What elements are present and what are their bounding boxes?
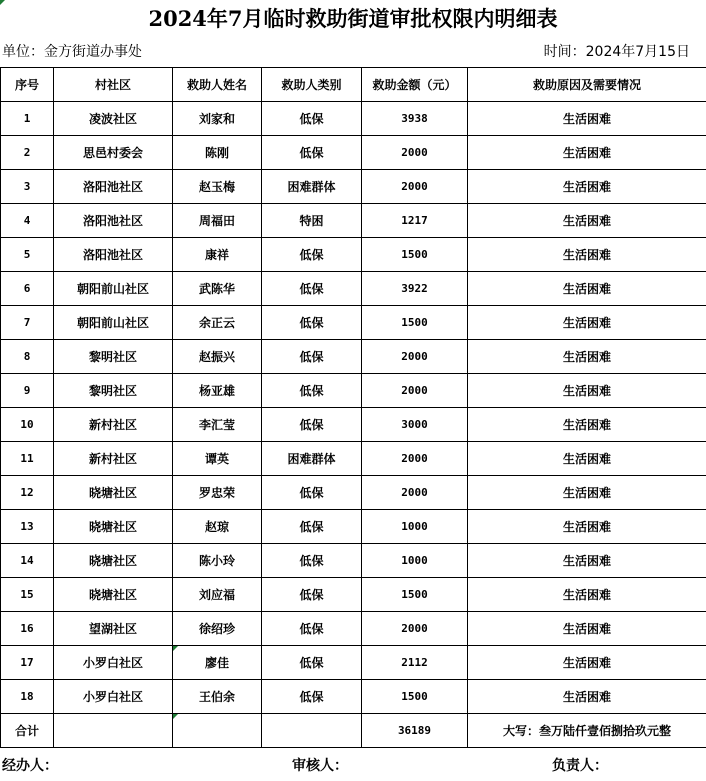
row-community: 朝阳前山社区 xyxy=(54,272,173,306)
row-category: 低保 xyxy=(262,578,362,612)
row-reason: 生活困难 xyxy=(468,306,706,340)
row-amount: 2000 xyxy=(362,476,468,510)
row-name: 周福田 xyxy=(173,204,262,238)
row-reason: 生活困难 xyxy=(468,238,706,272)
page-title: 2024年7月临时救助街道审批权限内明细表 xyxy=(148,6,558,31)
row-reason: 生活困难 xyxy=(468,204,706,238)
row-name: 杨亚雄 xyxy=(173,374,262,408)
row-name: 谭英 xyxy=(173,442,262,476)
row-index: 10 xyxy=(1,408,54,442)
row-category: 低保 xyxy=(262,544,362,578)
row-name: 王伯余 xyxy=(173,680,262,714)
row-amount: 1217 xyxy=(362,204,468,238)
row-name: 赵振兴 xyxy=(173,340,262,374)
header-amount: 救助金额（元） xyxy=(362,68,468,102)
row-category: 低保 xyxy=(262,374,362,408)
row-index: 9 xyxy=(1,374,54,408)
header-name: 救助人姓名 xyxy=(173,68,262,102)
total-label: 合计 xyxy=(1,714,54,748)
row-reason: 生活困难 xyxy=(468,374,706,408)
row-index: 6 xyxy=(1,272,54,306)
table-row xyxy=(1,238,706,272)
header-category: 救助人类别 xyxy=(262,68,362,102)
total-amount-upper: 大写：叁万陆仟壹佰捌拾玖元整 xyxy=(468,714,706,748)
table-row xyxy=(1,170,706,204)
row-index: 2 xyxy=(1,136,54,170)
row-category: 低保 xyxy=(262,408,362,442)
table-row xyxy=(1,646,706,680)
row-name: 李汇莹 xyxy=(173,408,262,442)
row-amount: 1500 xyxy=(362,306,468,340)
row-reason: 生活困难 xyxy=(468,544,706,578)
row-name: 陈小玲 xyxy=(173,544,262,578)
table-row xyxy=(1,204,706,238)
row-name: 徐绍珍 xyxy=(173,612,262,646)
total-empty-cell xyxy=(173,714,262,748)
row-category: 低保 xyxy=(262,612,362,646)
row-index: 1 xyxy=(1,102,54,136)
row-name: 康祥 xyxy=(173,238,262,272)
row-category: 低保 xyxy=(262,102,362,136)
total-row xyxy=(1,714,706,748)
table-row xyxy=(1,578,706,612)
row-reason: 生活困难 xyxy=(468,646,706,680)
table-row xyxy=(1,136,706,170)
row-reason: 生活困难 xyxy=(468,102,706,136)
cell-marker xyxy=(173,646,178,651)
row-community: 晓塘社区 xyxy=(54,578,173,612)
table-row xyxy=(1,544,706,578)
row-reason: 生活困难 xyxy=(468,272,706,306)
row-name: 武陈华 xyxy=(173,272,262,306)
table-row xyxy=(1,306,706,340)
row-index: 16 xyxy=(1,612,54,646)
row-category: 低保 xyxy=(262,272,362,306)
row-amount: 2000 xyxy=(362,170,468,204)
table-header-row xyxy=(1,68,706,102)
row-category: 低保 xyxy=(262,238,362,272)
row-reason: 生活困难 xyxy=(468,340,706,374)
row-reason: 生活困难 xyxy=(468,612,706,646)
table-row xyxy=(1,408,706,442)
row-reason: 生活困难 xyxy=(468,170,706,204)
row-reason: 生活困难 xyxy=(468,136,706,170)
row-index: 13 xyxy=(1,510,54,544)
unit-label: 单位：金方街道办事处 xyxy=(2,44,142,60)
row-amount: 3922 xyxy=(362,272,468,306)
row-community: 洛阳池社区 xyxy=(54,238,173,272)
row-category: 困难群体 xyxy=(262,442,362,476)
row-index: 17 xyxy=(1,646,54,680)
table-row xyxy=(1,272,706,306)
row-name: 赵琼 xyxy=(173,510,262,544)
table-row xyxy=(1,374,706,408)
row-reason: 生活困难 xyxy=(468,442,706,476)
handler-label: 经办人： xyxy=(2,758,58,774)
row-category: 低保 xyxy=(262,136,362,170)
total-empty-cell xyxy=(262,714,362,748)
row-community: 洛阳池社区 xyxy=(54,170,173,204)
row-index: 4 xyxy=(1,204,54,238)
row-community: 新村社区 xyxy=(54,442,173,476)
header-index: 序号 xyxy=(1,68,54,102)
row-amount: 3000 xyxy=(362,408,468,442)
row-community: 洛阳池社区 xyxy=(54,204,173,238)
header-reason: 救助原因及需要情况 xyxy=(468,68,706,102)
table-row xyxy=(1,340,706,374)
row-amount: 2000 xyxy=(362,612,468,646)
row-index: 8 xyxy=(1,340,54,374)
date-label: 时间：2024年7月15日 xyxy=(543,44,690,60)
total-amount: 36189 xyxy=(362,714,468,748)
row-amount: 1000 xyxy=(362,510,468,544)
row-amount: 2000 xyxy=(362,136,468,170)
row-amount: 1500 xyxy=(362,680,468,714)
row-reason: 生活困难 xyxy=(468,408,706,442)
row-amount: 1500 xyxy=(362,238,468,272)
row-index: 11 xyxy=(1,442,54,476)
row-community: 晓塘社区 xyxy=(54,544,173,578)
row-amount: 1000 xyxy=(362,544,468,578)
header-community: 村社区 xyxy=(54,68,173,102)
row-name: 刘家和 xyxy=(173,102,262,136)
row-category: 低保 xyxy=(262,646,362,680)
row-index: 5 xyxy=(1,238,54,272)
row-category: 低保 xyxy=(262,476,362,510)
row-index: 7 xyxy=(1,306,54,340)
signature-footer xyxy=(0,753,706,779)
relief-table xyxy=(0,67,706,748)
row-reason: 生活困难 xyxy=(468,578,706,612)
row-name: 廖佳 xyxy=(173,646,262,680)
row-community: 朝阳前山社区 xyxy=(54,306,173,340)
table-row xyxy=(1,612,706,646)
table-row xyxy=(1,102,706,136)
row-category: 困难群体 xyxy=(262,170,362,204)
row-name: 罗忠荣 xyxy=(173,476,262,510)
row-community: 黎明社区 xyxy=(54,374,173,408)
row-index: 3 xyxy=(1,170,54,204)
row-amount: 2112 xyxy=(362,646,468,680)
row-index: 12 xyxy=(1,476,54,510)
row-community: 小罗白社区 xyxy=(54,646,173,680)
row-category: 低保 xyxy=(262,680,362,714)
row-category: 低保 xyxy=(262,306,362,340)
row-name: 刘应福 xyxy=(173,578,262,612)
row-name: 赵玉梅 xyxy=(173,170,262,204)
row-category: 低保 xyxy=(262,510,362,544)
row-community: 晓塘社区 xyxy=(54,476,173,510)
row-community: 小罗白社区 xyxy=(54,680,173,714)
table-row xyxy=(1,680,706,714)
reviewer-label: 审核人： xyxy=(292,758,348,774)
row-community: 晓塘社区 xyxy=(54,510,173,544)
table-row xyxy=(1,510,706,544)
responsible-label: 负责人： xyxy=(552,758,608,774)
row-amount: 2000 xyxy=(362,442,468,476)
row-community: 望湖社区 xyxy=(54,612,173,646)
row-community: 黎明社区 xyxy=(54,340,173,374)
row-index: 15 xyxy=(1,578,54,612)
row-community: 思邑村委会 xyxy=(54,136,173,170)
row-amount: 2000 xyxy=(362,374,468,408)
total-empty-cell xyxy=(54,714,173,748)
row-category: 特困 xyxy=(262,204,362,238)
row-amount: 2000 xyxy=(362,340,468,374)
row-index: 18 xyxy=(1,680,54,714)
row-index: 14 xyxy=(1,544,54,578)
row-name: 陈刚 xyxy=(173,136,262,170)
row-community: 新村社区 xyxy=(54,408,173,442)
row-reason: 生活困难 xyxy=(468,510,706,544)
row-community: 凌波社区 xyxy=(54,102,173,136)
row-category: 低保 xyxy=(262,340,362,374)
row-amount: 3938 xyxy=(362,102,468,136)
table-row xyxy=(1,442,706,476)
row-name: 余正云 xyxy=(173,306,262,340)
table-row xyxy=(1,476,706,510)
row-amount: 1500 xyxy=(362,578,468,612)
row-reason: 生活困难 xyxy=(468,680,706,714)
row-reason: 生活困难 xyxy=(468,476,706,510)
